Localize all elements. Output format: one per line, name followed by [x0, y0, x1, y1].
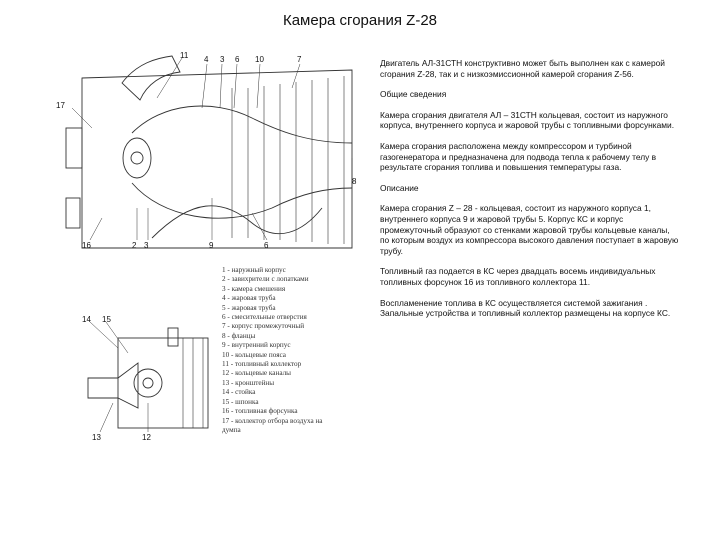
legend-item: думпа	[222, 425, 241, 434]
general-paragraph-2: Камера сгорания расположена между компрессором и турбиной газогенератора и предназначена для подвода тепла к рабочему телу в результате сгорания топлива и повышения температуры газа.	[380, 140, 657, 173]
page-title: Камера сгорания Z-28	[282, 12, 438, 29]
legend-item: 1 - наружный корпус	[222, 266, 286, 274]
legend-item: 2 - завихрители с лопатками	[222, 275, 309, 284]
description-paragraph-3: Воспламенение топлива в КС осуществляется системой зажигания . Запальные устройства и топливный коллектор размещены на корпусе КС.	[380, 297, 671, 319]
detail-swirler-core	[143, 378, 153, 388]
fuel-nozzle-detail-drawing	[78, 308, 218, 448]
label-2: 2	[132, 241, 137, 250]
description-paragraph-2: Топливный газ подается в КС через двадцать восемь индивидуальных топливных форсунок 16 из топливного коллектора 11.	[380, 266, 656, 287]
label-16: 16	[82, 241, 91, 250]
label-11: 11	[180, 51, 189, 60]
legend-item: 17 - коллектор отбора воздуха на	[222, 416, 323, 425]
outer-casing	[82, 70, 352, 248]
casing-ribs	[232, 76, 344, 244]
left-flange	[66, 128, 82, 168]
description-column	[380, 58, 680, 329]
description-paragraph-1: Камера сгорания Z – 28 - кольцевая, состоит из наружного корпуса 1, внутреннего корпуса 9 и жаровой трубы 5. Корпус КС и корпус промежуточный образуют со стенками жаровой трубы кольцевые каналы, по которым воздух из компрессора высокого давления поступает в жаровую трубу.	[380, 203, 679, 256]
liner-wave	[152, 206, 322, 238]
legend-item: 16 - топливная форсунка	[222, 407, 298, 416]
label-12: 12	[142, 433, 151, 442]
legend-item: 11 - топливный коллектор	[222, 360, 302, 369]
nozzle-center	[131, 152, 143, 164]
section-heading-description: Описание	[380, 182, 419, 193]
legend-item: 4 - жаровая труба	[222, 294, 276, 303]
legend-item: 13 - кронштейны	[222, 378, 275, 387]
left-flange-lower	[66, 198, 80, 228]
legend-item: 12 - кольцевые каналы	[222, 369, 291, 378]
detail-strut	[168, 328, 178, 346]
liner-upper	[132, 106, 352, 143]
label-14: 14	[82, 315, 91, 324]
detail-housing	[118, 338, 208, 428]
legend-item: 15 - шпонка	[222, 397, 259, 406]
section-heading-general: Общие сведения	[380, 89, 447, 100]
legend-item: 3 - камера смешения	[222, 284, 286, 293]
label-13: 13	[92, 433, 101, 442]
leader-lines	[72, 58, 352, 240]
label-3b: 3	[144, 241, 149, 250]
intro-paragraph: Двигатель АЛ-31СТН конструктивно может быть выполнен как с камерой сгорания Z-28, так и с низкоэмиссионной камерой сгорания Z-56.	[380, 58, 665, 79]
legend-item: 9 - внутренний корпус	[222, 341, 291, 350]
fuel-nozzle-head	[123, 138, 151, 178]
label-4: 4	[204, 55, 209, 64]
legend-item: 7 - корпус промежуточный	[222, 322, 305, 331]
label-8: 8	[352, 177, 357, 186]
label-17: 17	[56, 101, 65, 110]
label-15: 15	[102, 315, 111, 324]
detail-ribs	[183, 338, 203, 428]
legend-item: 5 - жаровая труба	[222, 303, 276, 312]
label-3: 3	[220, 55, 225, 64]
detail-nozzle-body	[88, 363, 138, 408]
combustion-chamber-section-drawing	[52, 48, 370, 268]
inlet-duct	[122, 56, 180, 100]
general-paragraph-1: Камера сгорания двигателя АЛ – 31СТН кольцевая, состоит из наружного корпуса, внутреннего корпуса и жаровой трубы с топливными форсунками.	[380, 109, 675, 131]
label-7: 7	[297, 55, 302, 64]
legend-item: 10 - кольцевые пояса	[222, 350, 286, 359]
liner-lower	[132, 183, 352, 218]
legend-item: 6 - смесительные отверстия	[222, 313, 307, 322]
label-6b: 6	[264, 241, 269, 250]
label-6: 6	[235, 55, 240, 64]
label-10: 10	[255, 55, 264, 64]
legend-item: 14 - стойка	[222, 388, 256, 397]
parts-legend	[222, 266, 362, 435]
label-9: 9	[209, 241, 214, 250]
legend-item: 8 - фланцы	[222, 331, 256, 340]
